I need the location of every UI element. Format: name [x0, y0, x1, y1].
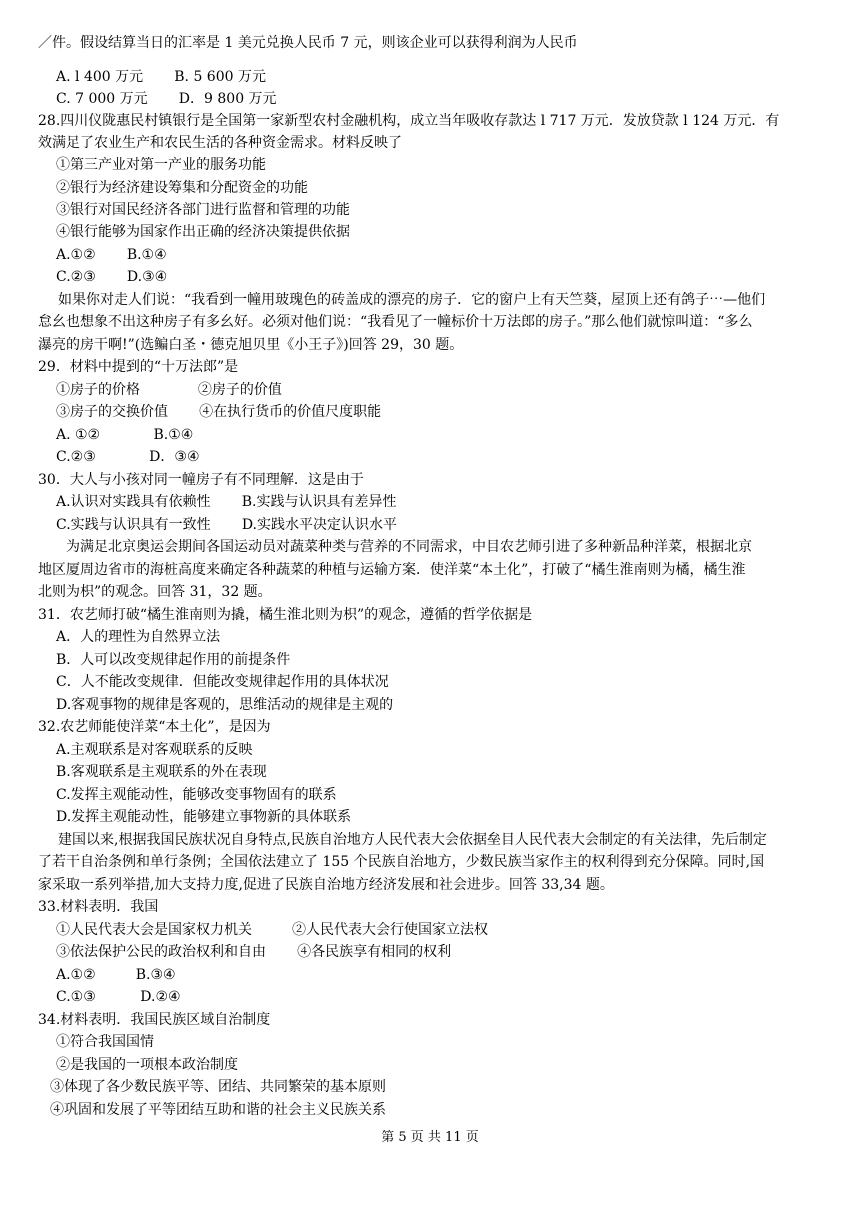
text-line: 32.农艺师能使洋菜“本土化”，是因为	[38, 719, 271, 735]
text-line: 28.四川仪陇惠民村镇银行是全国第一家新型农村金融机构，成立当年吸收存款达 l 717 万元．发放贷款 l 124 万元．有	[38, 113, 780, 129]
text-line: 为满足北京奥运会期间各国运动员对蔬菜种类与营养的不同需求，中目农艺师引进了多种新品种洋菜，根据北京	[66, 539, 752, 555]
text-line: C．人不能改变规律．但能改变规律起作用的具体状况	[56, 674, 389, 690]
text-line: ③依法保护公民的政治权利和自由 ④各民族享有相同的权利	[56, 944, 452, 960]
text-line: C. 7 000 万元 D．9 800 万元	[56, 91, 277, 107]
text-line: A.①② B.③④	[56, 967, 176, 983]
page-footer: 第 5 页 共 11 页	[381, 1130, 479, 1145]
text-line: B.客观联系是主观联系的外在表现	[56, 764, 267, 780]
text-line: ／件。假设结算当日的汇率是 1 美元兑换人民币 7 元，则该企业可以获得利润为人民币	[38, 35, 578, 51]
text-line: 34.材料表明．我国民族区域自治制度	[38, 1012, 271, 1028]
text-line: A. ①② B.①④	[56, 427, 194, 443]
text-line: A.主观联系是对客观联系的反映	[56, 742, 253, 758]
text-line: B．人可以改变规律起作用的前提条件	[56, 652, 291, 668]
text-line: A. l 400 万元 B. 5 600 万元	[56, 69, 266, 85]
text-line: 了若干自治条例和单行条例；全国依法建立了 155 个民族自治地方，少数民族当家作主的权利得到充分保障。同时,国	[38, 854, 765, 870]
text-line: A.认识对实践具有依赖性 B.实践与认识具有差异性	[56, 494, 397, 510]
text-line: 瀑亮的房干啊!”(选鳊白圣・德克旭贝里《小王子》)回答 29，30 题。	[38, 337, 464, 353]
text-line: ④巩固和发展了平等团结互助和谐的社会主义民族关系	[50, 1102, 386, 1118]
text-line: 家采取一系列举措,加大支持力度,促进了民族自治地方经济发展和社会进步。回答 33,34 题。	[38, 877, 614, 893]
text-line: 29．材料中提到的“十万法郎”是	[38, 359, 239, 375]
text-line: C.实践与认识具有一致性 D.实践水平决定认识水平	[56, 517, 397, 533]
text-line: ①第三产业对第一产业的服务功能	[56, 157, 266, 173]
text-line: 地区厦周边省市的海桩高度来确定各种蔬菜的种植与运输方案．使洋菜“本土化”，打破了“橘生淮南则为橘，橘生淮	[38, 562, 746, 578]
text-line: 33.材料表明．我国	[38, 899, 159, 915]
text-line: ③银行对国民经济各部门进行监督和管理的功能	[56, 202, 350, 218]
text-line: C.②③ D．③④	[56, 449, 200, 465]
text-line: 怠幺也想象不出这种房子有多幺好。必须对他们说：“我看见了一幢标价十万法郎的房子。”那么他们就惊叫道：“多么	[38, 314, 753, 330]
text-line: ①符合我国国情	[56, 1034, 154, 1050]
text-line: 建国以来,根据我国民族状况自身特点,民族自治地方人民代表大会依据垒目人民代表大会制定的有关法律，先后制定	[58, 832, 767, 848]
text-line: D.客观事物的规律是客观的，思维活动的规律是主观的	[56, 697, 394, 713]
text-line: 30．大人与小孩对同一幢房子有不同理解．这是由于	[38, 472, 364, 488]
text-line: A．人的理性为自然界立法	[56, 629, 221, 645]
text-line: 如果你对走人们说：“我看到一幢用玻瑰色的砖盖成的漂亮的房子．它的窗户上有天竺葵，屋顶上还有鸽子⋯—他们	[58, 292, 766, 308]
text-line: C.发挥主观能动性，能够改变事物固有的联系	[56, 787, 337, 803]
text-line: 北则为枳”的观念。回答 31，32 题。	[38, 584, 272, 600]
text-line: ①房子的价格 ②房子的价值	[56, 382, 282, 398]
text-line: ③体现了各少数民族平等、团结、共同繁荣的基本原则	[50, 1079, 386, 1095]
text-line: C.①③ D.②④	[56, 989, 181, 1005]
text-line: ①人民代表大会是国家权力机关 ②人民代表大会行使国家立法权	[56, 922, 489, 938]
text-line: A.①② B.①④	[56, 247, 167, 263]
text-line: D.发挥主观能动性，能够建立事物新的具体联系	[56, 809, 352, 825]
text-line: ②银行为经济建设筹集和分配资金的功能	[56, 180, 308, 196]
text-line: ②是我国的一项根本政治制度	[56, 1057, 238, 1073]
text-line: ④银行能够为国家作出正确的经济决策提供依据	[56, 224, 350, 240]
text-line: 效满足了农业生产和农民生活的各种资金需求。材料反映了	[38, 135, 402, 151]
text-line: ③房子的交换价值 ④在执行货币的价值尺度职能	[56, 404, 382, 420]
text-line: 31．农艺师打破“橘生淮南则为撬，橘生淮北则为枳”的观念，遵循的哲学依据是	[38, 607, 533, 623]
text-line: C.②③ D.③④	[56, 269, 168, 285]
